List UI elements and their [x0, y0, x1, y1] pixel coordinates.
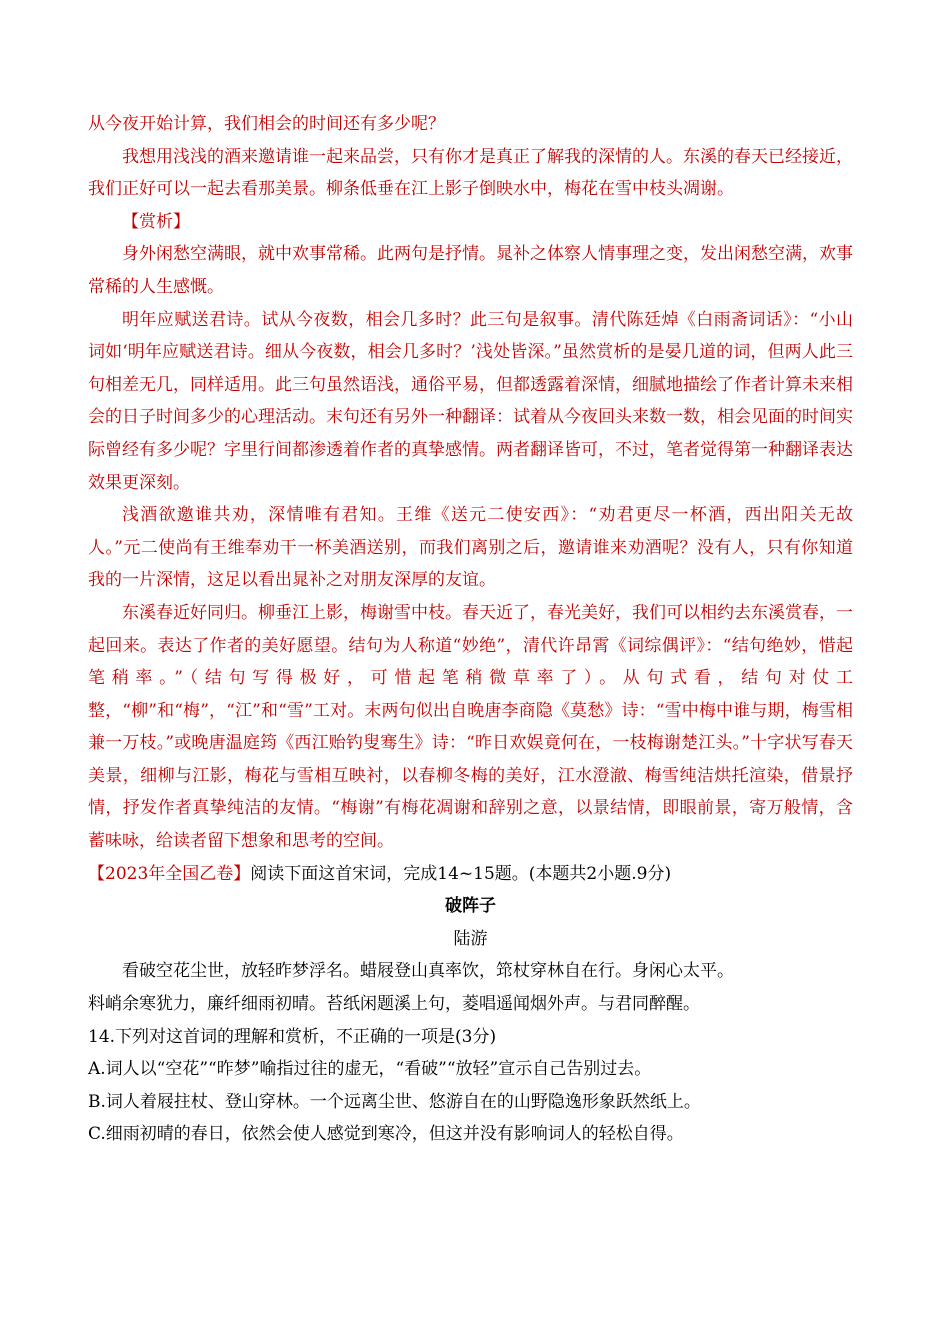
analysis-paragraph-2: 明年应赋送君诗。试从今夜数，相会几多时？此三句是叙事。清代陈廷焯《白雨斋词话》：“小山词如‘明年应赋送君诗。细从今夜数，相会几多时？’浅处皆深。”虽然赏析的是晏几道的词，但两人此三句相差无几，同样适用。此三句虽然语浅，通俗平易，但都透露着深情，细腻地描绘了作者计算未来相会的日子时间多少的心理活动。末句还有另外一种翻译：试着从今夜回头来数一数，相会见面的时间实际曾经有多少呢？字里行间都渗透着作者的真挚感情。两者翻译皆可，不过，笔者觉得第一种翻译表达效果更深刻。	[88, 309, 853, 493]
translation-paragraph: 我想用浅浅的酒来邀请谁一起来品尝，只有你才是真正了解我的深情的人。东溪的春天已经接近，我们正好可以一起去看那美景。柳条低垂在江上影子倒映水中，梅花在雪中枝头凋谢。	[88, 146, 853, 200]
option-c: C.细雨初晴的春日，依然会使人感觉到寒冷，但这并没有影响词人的轻松自得。	[88, 1124, 684, 1145]
document-page	[88, 108, 853, 1151]
exam-instruction	[88, 858, 853, 891]
option-b: B.词人着屐拄杖、登山穿林。一个远离尘世、悠游自在的山野隐逸形象跃然纸上。	[88, 1091, 701, 1112]
exam-instruction-text: 阅读下面这首宋词，完成14~15题。(本题共2小题.9分)	[250, 863, 672, 884]
analysis-paragraph-3: 浅酒欲邀谁共劝，深情唯有君知。王维《送元二使安西》：“劝君更尽一杯酒，西出阳关无故人。”元二使尚有王维奉劝干一杯美酒送别，而我们离别之后，邀请谁来劝酒呢？没有人，只有你知道我的一片深情，这足以看出晁补之对朋友深厚的友谊。	[88, 505, 853, 591]
option-a: A.词人以“空花”“昨梦”喻指过往的虚无，“看破”“放轻”宣示自己告别过去。	[88, 1059, 652, 1080]
question-14: 14.下列对这首词的理解和赏析，不正确的一项是(3分)	[88, 1026, 497, 1047]
poem-line-1: 看破空花尘世，放轻昨梦浮名。蜡屐登山真率饮，筇杖穿林自在行。身闲心太平。	[122, 961, 734, 982]
analysis-paragraph-4: 东溪春近好同归。柳垂江上影，梅谢雪中枝。春天近了，春光美好，我们可以相约去东溪赏春，一起回来。表达了作者的美好愿望。结句为人称道“妙绝”，清代许昂霄《词综偶评》：“结句绝妙，惜起笔稍率。”（结句写得极好，可惜起笔稍微草率了）。从句式看，结句对仗工整，“柳”和“梅”，“江”和“雪”工对。末两句似出自晚唐李商隐《莫愁》诗：“雪中梅中谁与期，梅雪相兼一万枝。”或晚唐温庭筠《西江贻钓叟骞生》诗：“昨日欢娱竟何在，一枝梅谢楚江头。”十字状写春天美景，细柳与江影，梅花与雪相互映衬，以春柳冬梅的美好，江水澄澈、梅雪纯洁烘托渲染，借景抒情，抒发作者真挚纯洁的友情。“梅谢”有梅花凋谢和辞别之意，以景结情，即眼前景，寄万般情，含蓄味咏，给读者留下想象和思考的空间。	[88, 602, 853, 852]
poem-author: 陆游	[453, 928, 488, 949]
exam-source-tag: 【2023年全国乙卷】	[88, 863, 251, 884]
poem-title: 破阵子	[445, 896, 496, 917]
poem-line-2: 料峭余寒犹力，廉纤细雨初晴。苔纸闲题溪上句，菱唱遥闻烟外声。与君同醉醒。	[88, 994, 700, 1015]
analysis-paragraph-1: 身外闲愁空满眼，就中欢事常稀。此两句是抒情。晁补之体察人情事理之变，发出闲愁空满，欢事常稀的人生感慨。	[88, 244, 853, 297]
translation-line: 从今夜开始计算，我们相会的时间还有多少呢？	[88, 114, 445, 134]
analysis-heading: 【赏析】	[122, 211, 190, 232]
